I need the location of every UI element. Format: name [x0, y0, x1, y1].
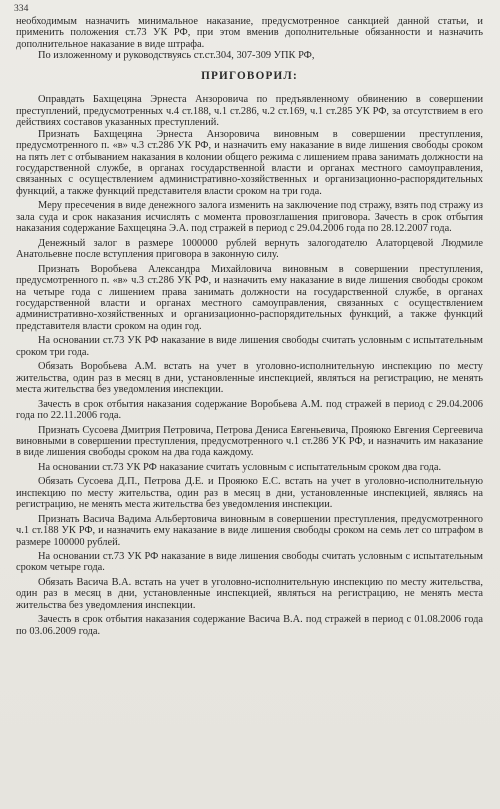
paragraph-detention-vasich: Зачесть в срок отбытия наказания содержание Васича В.А. под стражей в период с 01.08.2006 года по 03.06.2009 года.: [16, 614, 483, 637]
paragraph-guilty-group: Признать Сусоева Дмитрия Петровича, Петрова Дениса Евгеньевича, Прояюко Евгения Сергеевича виновными в совершении преступления, предусмотренного ч.1 ст.286 УК РФ, и назначить им наказание в виде лишения свободы сроком на два года каждому.: [16, 424, 483, 459]
page-number: 334: [14, 3, 29, 14]
paragraph-probation-group: На основании ст.73 УК РФ наказание считать условным с испытательным сроком два года.: [38, 461, 442, 473]
paragraph-obligations-vasich: Обязать Васича В.А. встать на учет в уголовно-исполнительную инспекцию по месту жительства, один раз в месяц в дни, установленные инспекцией, являться на регистрацию, не менять места жительства без уведомления инспекции.: [16, 576, 483, 611]
paragraph-guilty-vorobyev: Признать Воробьева Александра Михайловича виновным в совершении преступления, предусмотренного п. «в» ч.3 ст.286 УК РФ, и назначить ему наказание в виде лишения свободы сроком на четыре года с лишением права занимать должности на государственной службе, в органах государственной власти и органах местного самоуправления, связанных с осуществлением административно-хозяйственных и организационно-распорядительных функций, а также функций представителя власти сроком на один год.: [16, 263, 483, 332]
paragraph-probation-vorobyev: На основании ст.73 УК РФ наказание в виде лишения свободы считать условным с испытательным сроком три года.: [16, 335, 483, 358]
paragraph-acquittal: Оправдать Бахщецяна Эрнеста Анзоровича по предъявленному обвинению в совершении преступлений, предусмотренных ч.4 ст.188, ч.1 ст.286, ч.2 ст.169, ч.1 ст.285 УК РФ, за отсутствием в его действиях составов указанных преступлений.: [16, 94, 483, 129]
paragraph-probation-vasich: На основании ст.73 УК РФ наказание в виде лишения свободы считать условным с испытательным сроком четыре года.: [16, 551, 483, 574]
paragraph-preventive-measure: Меру пресечения в виде денежного залога изменить на заключение под стражу, взять под стражу из зала суда и срок наказания исчислять с момента провозглашения приговора. Зачесть в срок отбытия наказания содержание Бахщецяна Э.А. под стражей в период с 29.04.2006 года по 28.12.2007 года.: [16, 200, 483, 235]
paragraph-bail-return: Денежный залог в размере 1000000 рублей вернуть залогодателю Алаторцевой Людмиле Анатольевне после вступления приговора в законную силу.: [16, 237, 483, 261]
paragraph-obligations-group: Обязать Сусоева Д.П., Петрова Д.Е. и Прояюко Е.С. встать на учет в уголовно-исполнительную инспекцию по месту жительства, один раз в месяц в дни, установленные инспекцией, являясь на регистрацию, не менять места жительства без уведомления инспекции.: [16, 476, 483, 511]
paragraph-continuation: необходимым назначить минимальное наказание, предусмотренное санкцией данной статьи, и применить положения ст.73 УК РФ, при этом вменив дополнительные обязанности и назначить дополнительное наказание в виде штрафа.: [16, 16, 483, 50]
paragraph-obligations-vorobyev: Обязать Воробьева А.М. встать на учет в уголовно-исполнительную инспекцию по месту жительства, один раз в месяц в дни, установленные инспекцией, являться на регистрацию, не менять места жительства без уведомления инспекции.: [16, 361, 483, 396]
paragraph-guilty-vasich: Признать Васича Вадима Альбертовича виновным в совершении преступления, предусмотренного ч.1 ст.188 УК РФ, и назначить ему наказание в виде лишения свободы сроком на семь лет со штрафом в размере 100000 рублей.: [16, 513, 483, 548]
paragraph-guilty-bakhshetsyan: Признать Бахщецяна Эрнеста Анзоровича виновным в совершении преступления, предусмотренного п. «в» ч.3 ст.286 УК РФ, и назначить ему наказание в виде лишения свободы сроком на пять лет с отбыванием наказания в колонии общего режима с лишением права занимать должности на государственной службе, в органах государственной власти и органах местного самоуправления, связанных с осуществлением административно-хозяйственных и организационно-распорядительных функций, а также функций представителя власти сроком на три года.: [16, 128, 483, 197]
verdict-heading: ПРИГОВОРИЛ:: [201, 69, 298, 82]
paragraph-detention-vorobyev: Зачесть в срок отбытия наказания содержание Воробьева А.М. под стражей в период с 29.04.2006 года по 22.11.2006 года.: [16, 398, 483, 422]
paragraph-legal-basis: По изложенному и руководствуясь ст.ст.304, 307-309 УПК РФ,: [38, 50, 315, 62]
